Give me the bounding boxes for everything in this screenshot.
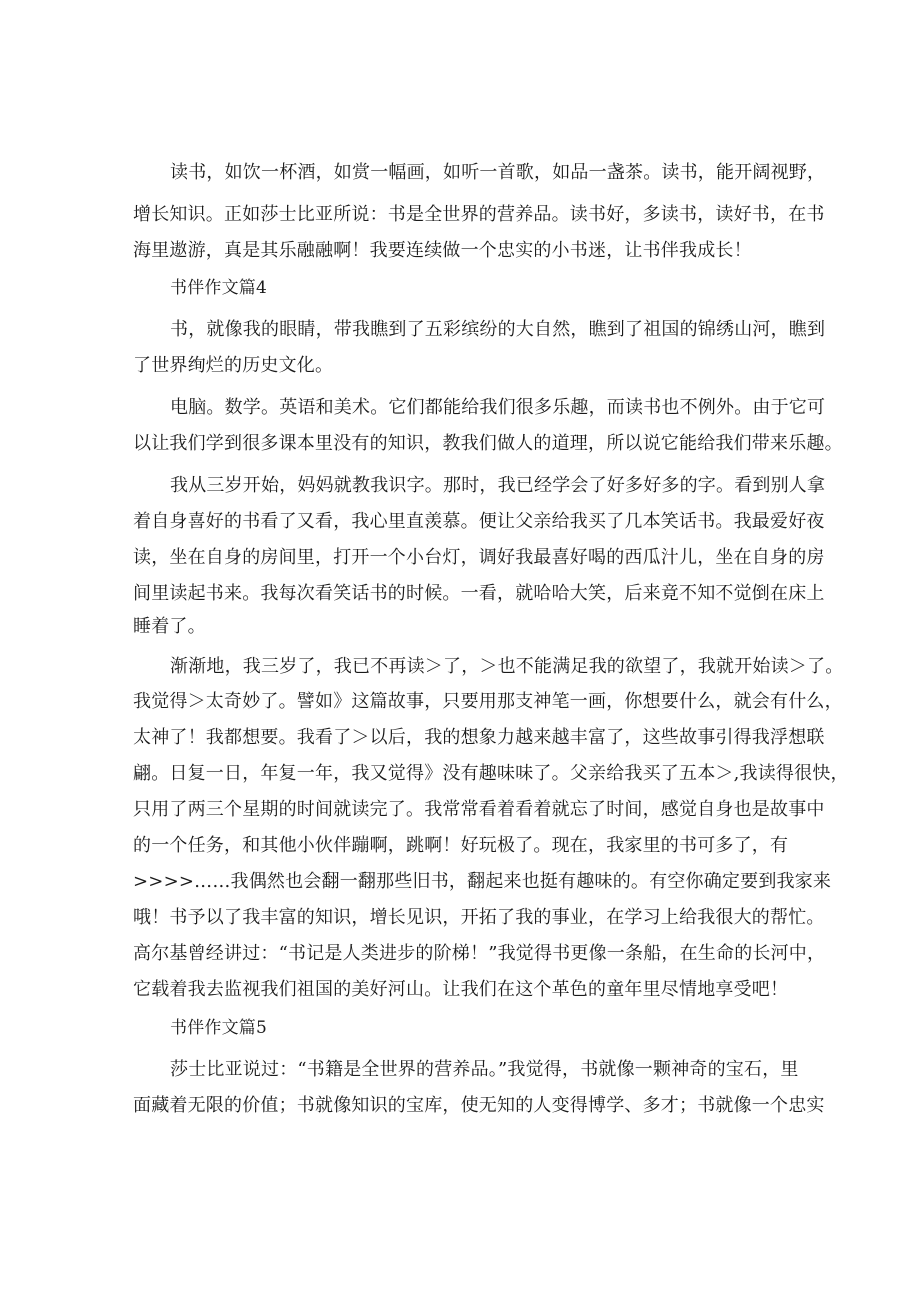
text-line: 面藏着无限的价值；书就像知识的宝库，使无知的人变得博学、多才；书就像一个忠实: [133, 1095, 825, 1116]
text-line: 渐渐地，我三岁了，我已不再读＞了，＞也不能满足我的欲望了，我就开始读＞了。: [170, 656, 844, 677]
text-line: 间里读起书来。我每次看笑话书的时候。一看，就哈哈大笑，后来竟不知不觉倒在床上: [133, 583, 825, 604]
text-line: 着自身喜好的书看了又看，我心里直羡慕。便让父亲给我买了几本笑话书。我最爱好夜: [133, 511, 825, 532]
text-line: 我从三岁开始，妈妈就教我识字。那时，我已经学会了好多好多的字。看到别人拿: [170, 475, 826, 496]
text-line: 太神了！我都想要。我看了＞以后，我的想象力越来越丰富了，这些故事引得我浮想联: [133, 727, 825, 748]
text-line: 海里遨游，真是其乐融融啊！我要连续做一个忠实的小书迷，让书伴我成长！: [133, 240, 752, 261]
text-line: 我觉得＞太奇妙了。譬如》这篇故事，只要用那支神笔一画，你想要什么，就会有什么，: [133, 691, 843, 712]
text-line: 只用了两三个星期的时间就读完了。我常常看着看着就忘了时间，感觉自身也是故事中: [133, 799, 825, 820]
text-line: >>>>……我偶然也会翻一翻那些旧书，翻起来也挺有趣味的。有空你确定要到我家来: [133, 871, 832, 892]
text-line: 睡着了。: [133, 616, 206, 637]
text-line: 书，就像我的眼睛，带我瞧到了五彩缤纷的大自然，瞧到了祖国的锦绣山河，瞧到: [170, 319, 826, 340]
text-line: 读，坐在自身的房间里，打开一个小台灯，调好我最喜好喝的西瓜汁儿，坐在自身的房: [133, 547, 825, 568]
text-line: 莎士比亚说过：“书籍是全世界的营养品。”我觉得，书就像一颗神奇的宝石，里: [170, 1059, 799, 1080]
text-line: 的一个任务，和其他小伙伴蹦啊，跳啊！好玩极了。现在，我家里的书可多了，有: [133, 835, 789, 856]
text-line: 以让我们学到很多课本里没有的知识，教我们做人的道理，所以说它能给我们带来乐趣。: [133, 433, 843, 454]
section-heading: 书伴作文篇5: [170, 1018, 268, 1038]
text-line: 翩。日复一日，年复一年，我又觉得》没有趣味味了。父亲给我买了五本＞,我读得很快，: [133, 763, 849, 784]
text-line: 它载着我去监视我们祖国的美好河山。让我们在这个革色的童年里尽情地享受吧！: [133, 979, 789, 1000]
text-line: 哦！书予以了我丰富的知识，增长见识，开拓了我的事业，在学习上给我很大的帮忙。: [133, 907, 825, 928]
text-line: 增长知识。正如莎士比亚所说：书是全世界的营养品。读书好，多读书，读好书，在书: [133, 204, 825, 225]
text-line: 高尔基曾经讲过：“书记是人类进步的阶梯！”我觉得书更像一条船，在生命的长河中，: [133, 943, 826, 964]
text-line: 了世界绚烂的历史文化。: [133, 355, 334, 376]
text-line: 读书，如饮一杯酒，如赏一幅画，如听一首歌，如品一盏茶。读书，能开阔视野，: [170, 162, 826, 183]
text-line: 电脑。数学。英语和美术。它们都能给我们很多乐趣，而读书也不例外。由于它可: [170, 397, 826, 418]
section-heading: 书伴作文篇4: [170, 278, 268, 298]
